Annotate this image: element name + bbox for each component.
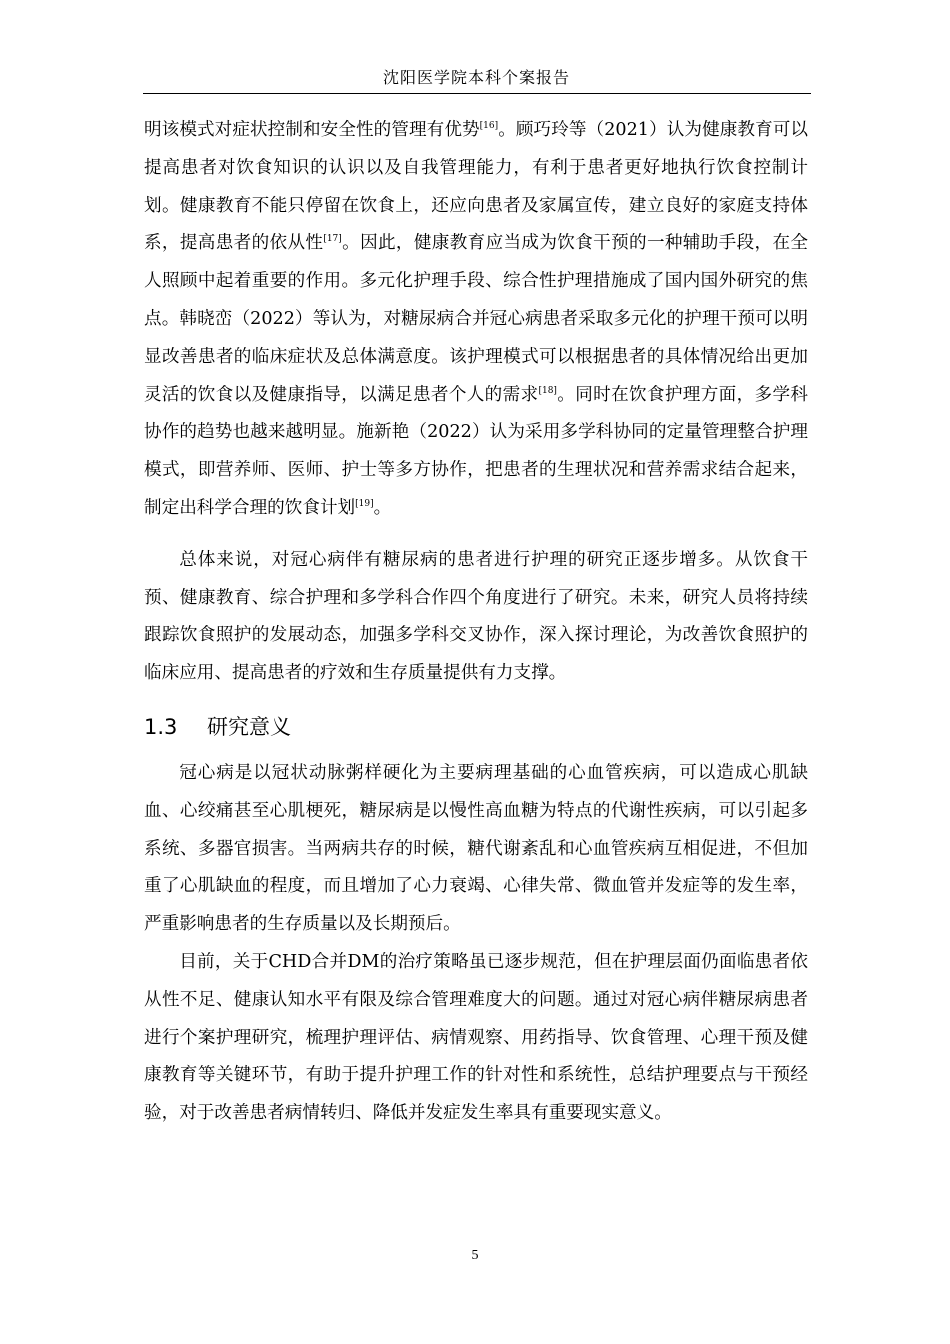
text-segment: 。因此，健康教育应当成为饮食干预的一种辅助手段，在全人照顾中起着重要的作用。多元化护理手段、综合性护理措施成了国内国外研究的焦点。韩晓峦（2022）等认为，对糖尿病合并冠心病患者采取多元化的护理干预可以明显改善患者的临床症状及总体满意度。该护理模式可以根据患者的具体情况给出更加灵活的饮食以及健康指导，以满足患者个人的需求 bbox=[144, 233, 808, 405]
paragraph-nursing-significance: 目前，关于CHD合并DM的治疗策略虽已逐步规范，但在护理层面仍面临患者依从性不足、健康认知水平有限及综合管理难度大的问题。通过对冠心病伴糖尿病患者进行个案护理研究，梳理护理评估、病情观察、用药指导、饮食管理、心理干预及健康教育等关键环节，有助于提升护理工作的针对性和系统性，总结护理要点与干预经验，对于改善患者病情转归、降低并发症发生率具有重要现实意义。 bbox=[144, 951, 808, 1124]
header-rule bbox=[143, 93, 811, 94]
citation-19: [19] bbox=[355, 498, 374, 509]
text-segment: 。 bbox=[373, 497, 392, 518]
section-heading bbox=[144, 699, 808, 755]
paragraph-literature-review bbox=[144, 112, 808, 528]
citation-17: [17] bbox=[323, 234, 342, 245]
text-segment: 。顾巧玲等（2021）认为健康教育可以提高患者对饮食知识的认识以及自我管理能力，有利于患者更好地执行饮食控制计划。健康教育不能只停留在饮食上，还应向患者及家属宣传，建立良好的家庭支持体系，提高患者的依从性 bbox=[144, 120, 808, 254]
running-header: 沈阳医学院本科个案报告 bbox=[382, 68, 570, 87]
citation-16: [16] bbox=[479, 121, 499, 131]
section-number: 1.3 bbox=[144, 714, 178, 739]
body-text bbox=[144, 112, 808, 1133]
paragraph-summary: 总体来说，对冠心病伴有糖尿病的患者进行护理的研究正逐步增多。从饮食干预、健康教育、综合护理和多学科合作四个角度进行了研究。未来，研究人员将持续跟踪饮食照护的发展动态，加强多学科交叉协作，深入探讨理论，为改善饮食照护的临床应用、提高患者的疗效和生存质量提供有力支撑。 bbox=[144, 549, 808, 684]
text-segment: 明该模式对症状控制和安全性的管理有优势 bbox=[144, 120, 480, 140]
text-segment: 。同时在饮食护理方面，多学科协作的趋势也越来越明显。施新艳（2022）认为采用多学科协同的定量管理整合护理模式，即营养师、医师、护士等多方协作，把患者的生理状况和营养需求结合起来，制定出科学合理的饮食计划 bbox=[144, 384, 808, 518]
paragraph-significance: 冠心病是以冠状动脉粥样硬化为主要病理基础的心血管疾病，可以造成心肌缺血、心绞痛甚至心肌梗死，糖尿病是以慢性高血糖为特点的代谢性疾病，可以引起多系统、多器官损害。当两病共存的时候，糖代谢紊乱和心血管疾病互相促进，不但加重了心肌缺血的程度，而且增加了心力衰竭、心律失常、微血管并发症等的发生率，严重影响患者的生存质量以及长期预后。 bbox=[144, 762, 808, 935]
section-title: 研究意义 bbox=[207, 714, 291, 739]
page-number: 5 bbox=[471, 1248, 479, 1263]
citation-18: [18] bbox=[538, 385, 557, 396]
